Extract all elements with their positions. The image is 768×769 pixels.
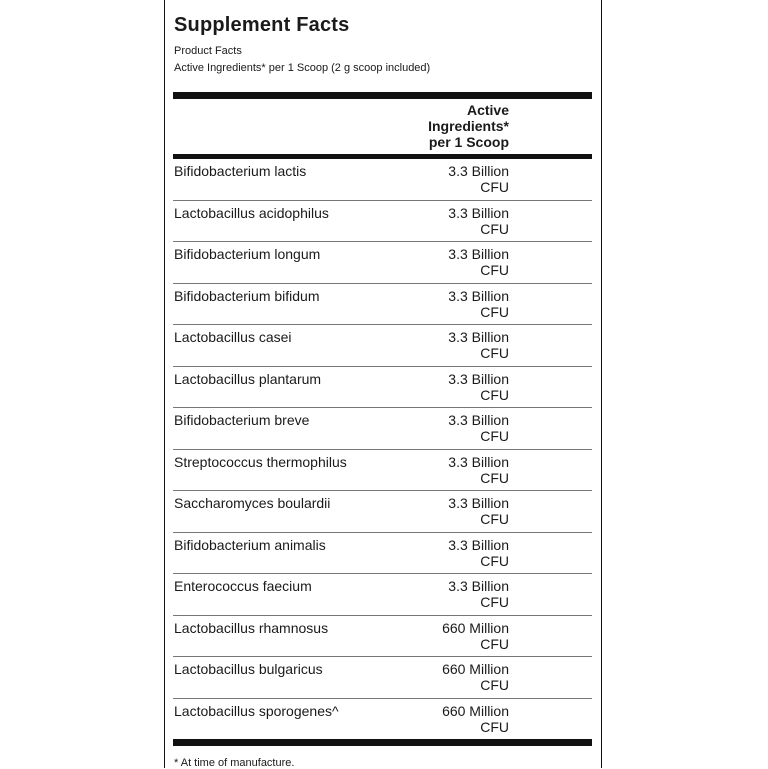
table-row bbox=[173, 491, 592, 533]
table-row bbox=[173, 450, 592, 492]
column-header bbox=[400, 102, 509, 150]
ingredient-amount: 660 Million CFU bbox=[442, 702, 509, 735]
label-title: Supplement Facts bbox=[174, 14, 350, 36]
ingredient-name: Bifidobacterium breve bbox=[174, 412, 310, 428]
table-row bbox=[173, 657, 592, 699]
ingredient-amount: 3.3 Billion CFU bbox=[448, 495, 509, 527]
ingredient-amount: 3.3 Billion CFU bbox=[448, 536, 509, 569]
column-header-line: Ingredients* bbox=[428, 118, 509, 134]
ingredient-amount: 3.3 Billion CFU bbox=[448, 453, 509, 486]
footnote: * At time of manufacture. bbox=[174, 757, 295, 769]
serving-size-text: Active Ingredients* per 1 Scoop (2 g scoop included) bbox=[174, 62, 431, 74]
table-row bbox=[173, 574, 592, 616]
table-row bbox=[173, 616, 592, 658]
table-row bbox=[173, 367, 592, 409]
ingredient-name: Bifidobacterium longum bbox=[174, 246, 321, 262]
ingredient-amount: 3.3 Billion CFU bbox=[448, 370, 509, 403]
table-row bbox=[173, 284, 592, 326]
table-row bbox=[173, 201, 592, 243]
ingredient-name: Bifidobacterium bifidum bbox=[174, 287, 320, 304]
top-divider bbox=[173, 92, 592, 99]
table-row bbox=[173, 159, 592, 201]
table-row bbox=[173, 325, 592, 367]
column-header-line: Active bbox=[466, 102, 509, 118]
ingredient-name: Lactobacillus plantarum bbox=[174, 370, 322, 387]
ingredient-amount: 3.3 Billion CFU bbox=[448, 412, 509, 444]
column-header-line: per 1 Scoop bbox=[428, 134, 509, 150]
ingredient-name: Lactobacillus acidophilus bbox=[174, 204, 329, 221]
ingredient-name: Lactobacillus rhamnosus bbox=[174, 619, 329, 636]
ingredient-amount: 3.3 Billion CFU bbox=[448, 287, 509, 320]
table-row bbox=[173, 533, 592, 575]
ingredient-name: Lactobacillus sporogenes^ bbox=[174, 702, 339, 719]
bottom-divider bbox=[173, 739, 592, 746]
ingredient-amount: 3.3 Billion CFU bbox=[448, 329, 509, 361]
product-facts-text: Product Facts bbox=[174, 45, 242, 57]
table-row bbox=[173, 408, 592, 450]
table-row bbox=[173, 699, 592, 741]
ingredient-name: Lactobacillus bulgaricus bbox=[174, 661, 323, 677]
ingredient-amount: 660 Million CFU bbox=[442, 619, 509, 652]
ingredient-amount: 3.3 Billion CFU bbox=[448, 163, 509, 195]
ingredient-amount: 660 Million CFU bbox=[442, 661, 509, 693]
ingredient-amount: 3.3 Billion CFU bbox=[448, 246, 509, 278]
table-row bbox=[173, 242, 592, 284]
ingredient-name: Bifidobacterium animalis bbox=[174, 536, 326, 553]
ingredient-amount: 3.3 Billion CFU bbox=[448, 578, 509, 610]
ingredient-amount: 3.3 Billion CFU bbox=[448, 204, 509, 237]
ingredient-name: Lactobacillus casei bbox=[174, 329, 292, 345]
ingredient-name: Enterococcus faecium bbox=[174, 578, 312, 594]
ingredient-table bbox=[173, 159, 592, 740]
ingredient-name: Saccharomyces boulardii bbox=[174, 495, 331, 511]
ingredient-name: Streptococcus thermophilus bbox=[174, 453, 347, 470]
ingredient-name: Bifidobacterium lactis bbox=[174, 163, 307, 179]
